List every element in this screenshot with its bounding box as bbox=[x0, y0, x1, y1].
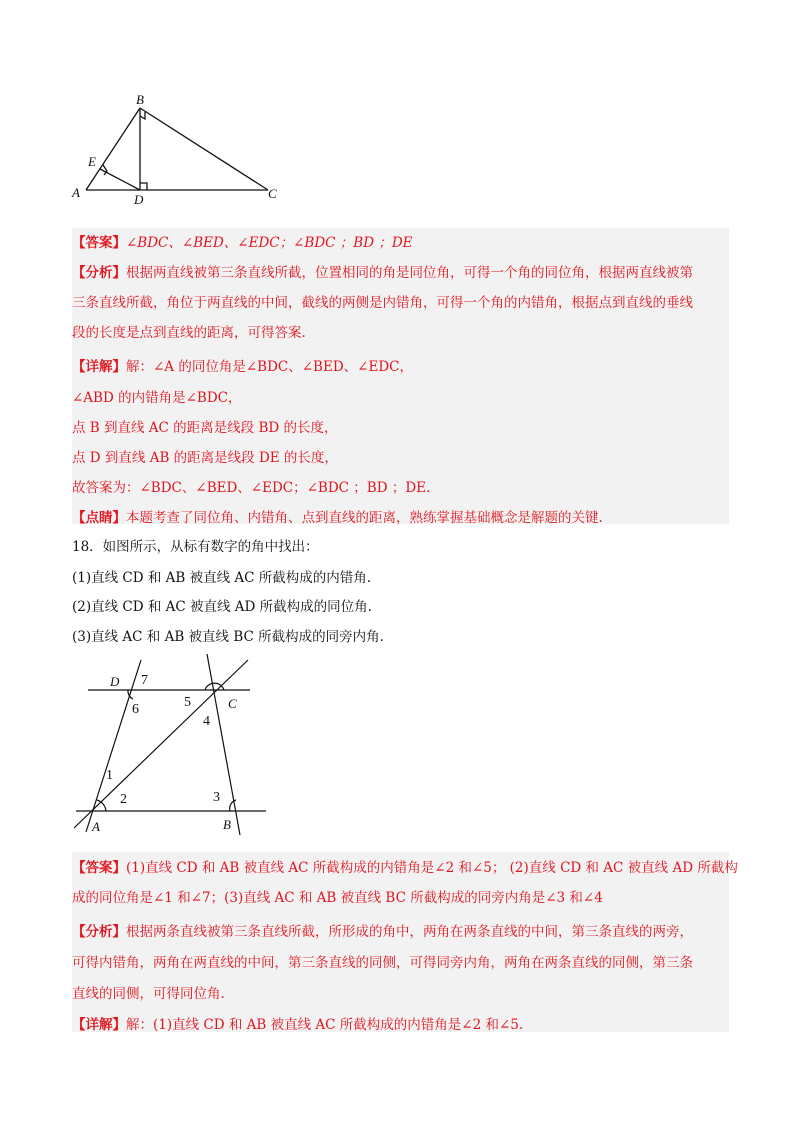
label-e: E bbox=[88, 154, 96, 169]
answer18-detail bbox=[72, 1015, 729, 1035]
answer17-detail-1 bbox=[72, 357, 729, 377]
segment-bc bbox=[140, 108, 268, 190]
right-angle-mark-d bbox=[140, 183, 147, 190]
detail-tag: 【详解】 bbox=[72, 1017, 126, 1033]
question18-item-3: (3)直线 AC 和 AB 被直线 BC 所截构成的同旁内角. bbox=[72, 629, 384, 645]
answer-block-18 bbox=[72, 852, 729, 1032]
comment-text: 本题考查了同位角、内错角、点到直线的距离，熟练掌握基础概念是解题的关键. bbox=[126, 510, 603, 526]
answer17-detail-2: ∠ABD 的内错角是∠BDC， bbox=[72, 390, 242, 406]
angle-2: 2 bbox=[120, 792, 127, 807]
question18-item-2: (2)直线 CD 和 AC 被直线 AD 所截构成的同位角. bbox=[72, 599, 372, 615]
label-d: D bbox=[110, 674, 120, 689]
right-angle-mark-b bbox=[140, 112, 145, 119]
detail-tag: 【详解】 bbox=[72, 359, 126, 375]
label-b: B bbox=[223, 817, 231, 832]
answer17-analysis-2: 三条直线所截，角位于两直线的中间，截线的两侧是内错角，可得一个角的内错角，根据点到直线的垂线 bbox=[72, 295, 693, 311]
angle-7: 7 bbox=[141, 673, 148, 688]
label-c: C bbox=[228, 696, 237, 711]
label-d: D bbox=[134, 192, 144, 207]
angle-5: 5 bbox=[184, 695, 191, 710]
answer18-answer-2: 成的同位角是∠1 和∠7；(3)直线 AC 和 AB 被直线 BC 所截构成的同旁内角是∠3 和∠4 bbox=[72, 890, 603, 906]
answer17-analysis-1 bbox=[72, 263, 729, 283]
answer18-answer-line: (1)直线 CD 和 AB 被直线 AC 所截构成的内错角是∠2 和∠5； (2)直线 CD 和 AC 被直线 AD 所截构 bbox=[126, 860, 738, 876]
analysis-tag: 【分析】 bbox=[72, 924, 126, 940]
figure-triangle bbox=[70, 88, 290, 208]
answer18-analysis-2: 可得内错角，两角在两直线的中间，第三条直线的同侧，可得同旁内角，两角在两条直线的同侧，第三条 bbox=[72, 955, 693, 971]
analysis-line: 根据两条直线被第三条直线所截，所形成的角中，两角在两条直线的中间，第三条直线的两旁， bbox=[126, 924, 693, 940]
figure-angles bbox=[70, 650, 280, 840]
detail-line: 解：∠A 的同位角是∠BDC、∠BED、∠EDC， bbox=[126, 359, 413, 375]
answer17-detail-5: 故答案为：∠BDC、∠BED、∠EDC；∠BDC ；BD ；DE. bbox=[72, 480, 431, 496]
answer17-detail-3: 点 B 到直线 AC 的距离是线段 BD 的长度， bbox=[72, 420, 338, 436]
detail-text: 解：(1)直线 CD 和 AB 被直线 AC 所截构成的内错角是∠2 和∠5. bbox=[126, 1017, 524, 1033]
analysis-line: 根据两直线被第三条直线所截，位置相同的角是同位角，可得一个角的同位角，根据两直线被第 bbox=[126, 265, 693, 281]
analysis-tag: 【分析】 bbox=[72, 265, 126, 281]
answer17-answer bbox=[72, 233, 729, 253]
answer-tag: 【答案】 bbox=[72, 235, 126, 251]
angle-1: 1 bbox=[106, 768, 113, 783]
segment-ab bbox=[86, 108, 140, 190]
comment-tag: 【点睛】 bbox=[72, 510, 126, 526]
angle-3: 3 bbox=[213, 790, 220, 805]
question18-stem: 18．如图所示，从标有数字的角中找出： bbox=[72, 539, 319, 555]
answer18-answer-1 bbox=[72, 858, 738, 878]
question18-item-1: (1)直线 CD 和 AB 被直线 AC 所截构成的内错角. bbox=[72, 570, 372, 586]
angle-4: 4 bbox=[203, 714, 210, 729]
answer17-detail-4: 点 D 到直线 AB 的距离是线段 DE 的长度， bbox=[72, 450, 338, 466]
line-ac bbox=[74, 660, 248, 828]
label-a: A bbox=[92, 819, 100, 834]
right-angle-mark-e bbox=[103, 165, 107, 175]
label-c: C bbox=[268, 186, 277, 201]
answer17-analysis-3: 段的长度是点到直线的距离，可得答案. bbox=[72, 325, 306, 341]
answer-tag: 【答案】 bbox=[72, 860, 126, 876]
line-bc bbox=[207, 654, 240, 835]
angle-arc-a bbox=[97, 800, 106, 811]
angle-6: 6 bbox=[132, 702, 139, 717]
answer17-comment bbox=[72, 508, 729, 528]
label-a: A bbox=[72, 185, 80, 200]
answer18-analysis-3: 直线的同侧，可得同位角. bbox=[72, 986, 225, 1002]
label-b: B bbox=[136, 92, 144, 107]
answer18-analysis-1 bbox=[72, 922, 729, 942]
answer17-answer-text: ∠BDC、∠BED、∠EDC；∠BDC ；BD ；DE bbox=[126, 235, 413, 251]
